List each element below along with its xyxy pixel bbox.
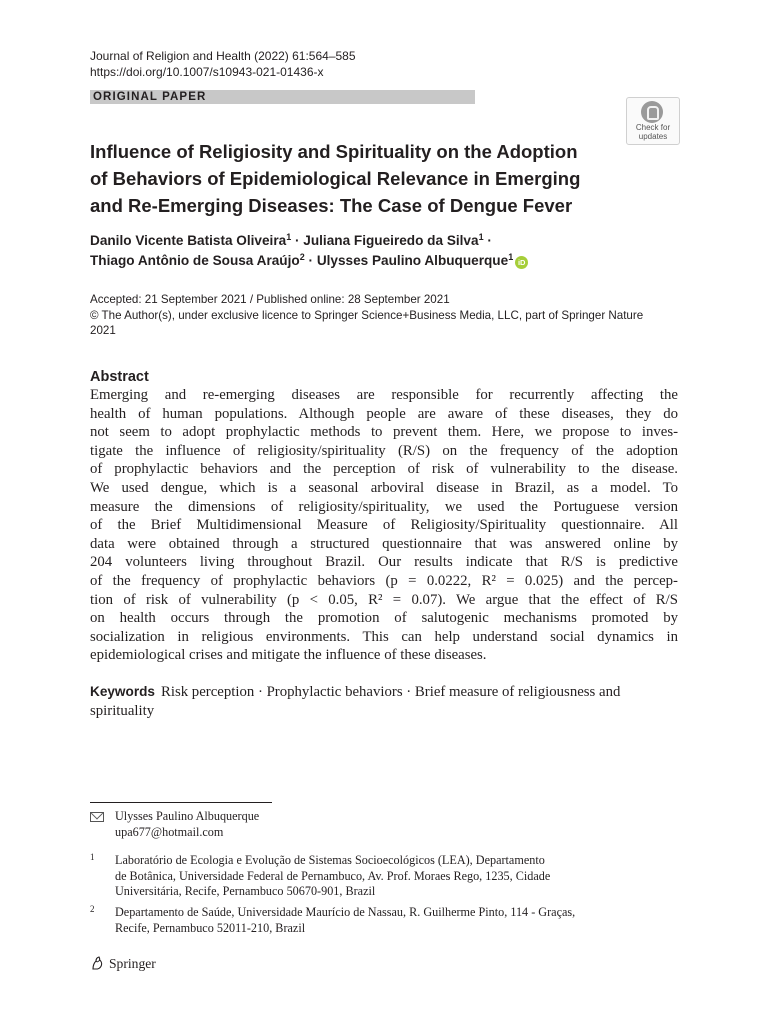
- corresponding-author-email[interactable]: upa677@hotmail.com: [115, 824, 224, 839]
- affiliation: [90, 853, 550, 900]
- corresponding-author-name: Ulysses Paulino Albuquerque: [115, 809, 260, 823]
- journal-info: [90, 49, 356, 80]
- abstract-line: of the Brief Multidimensional Measure of Religiosity/Spirituality questionnaire. All: [90, 517, 678, 534]
- abstract-line: on health occurs through the promotion of salutogenic mechanisms promoted by: [90, 610, 678, 627]
- abstract-line: tion of risk of vulnerability (p < 0.05, R² = 0.07). We argue that the effect of R/S: [90, 591, 678, 608]
- affiliation-line: Laboratório de Ecologia e Evolução de Sistemas Socioecológicos (LEA), Departamento: [115, 853, 545, 867]
- title-line: and Re-Emerging Diseases: The Case of Dengue Fever: [90, 195, 573, 216]
- affiliation-line: Recife, Pernambuco 52011-210, Brazil: [115, 920, 306, 935]
- affiliation-line: Universitária, Recife, Pernambuco 50670-901, Brazil: [115, 884, 376, 898]
- accepted-published-dates: Accepted: 21 September 2021 / Published online: 28 September 2021: [90, 293, 450, 306]
- author-affiliation-ref: 1: [508, 252, 514, 262]
- copyright-year: 2021: [90, 324, 116, 337]
- author-name[interactable]: Juliana Figueiredo da Silva: [303, 233, 479, 248]
- author-list: [90, 231, 528, 271]
- check-updates-label: Check for updates: [635, 123, 671, 141]
- title-line: of Behaviors of Epidemiological Relevance in Emerging: [90, 168, 581, 189]
- author-name[interactable]: Ulysses Paulino Albuquerque: [316, 253, 509, 268]
- footnote-divider: [90, 802, 272, 803]
- abstract-line: 204 volunteers living throughout Brazil. Our results indicate that R/S is predictive: [90, 554, 678, 571]
- springer-horse-icon: [90, 956, 104, 970]
- author-separator: ·: [304, 253, 317, 268]
- abstract-line: data were obtained through a structured questionnaire that was answered online by: [90, 535, 678, 552]
- affiliation: [90, 905, 575, 936]
- author-affiliation-ref: 2: [299, 252, 305, 262]
- abstract-body: [90, 386, 678, 665]
- publisher-name: Springer: [109, 956, 156, 971]
- abstract-line: measure the dimensions of religiosity/spirituality, we used the Portuguese version: [90, 498, 678, 515]
- paper-type-bar: [90, 90, 475, 104]
- author-affiliation-ref: 1: [286, 232, 292, 242]
- keywords-section: [90, 683, 678, 720]
- affiliation-line: de Botânica, Universidade Federal de Pernambuco, Av. Prof. Moraes Rego, 1235, Cidade: [115, 868, 551, 883]
- abstract-line: socialization in religious environments. This can help understand social dynamics in: [90, 628, 678, 645]
- doi-link[interactable]: https://doi.org/10.1007/s10943-021-01436-x: [90, 64, 324, 79]
- abstract-line: We used dengue, which is a seasonal arboviral disease in Brazil, as a model. To: [90, 479, 678, 496]
- abstract-line: of prophylactic behaviors and the perception of risk of vulnerability to the disease.: [90, 461, 678, 478]
- abstract-line: health of human populations. Although people are aware of these diseases, they do: [90, 405, 678, 422]
- envelope-icon: [90, 812, 104, 822]
- keywords-label: Keywords: [90, 684, 155, 699]
- abstract-heading: Abstract: [90, 369, 149, 385]
- abstract-line: of the frequency of prophylactic behaviors (p = 0.0222, R² = 0.025) and the percep-: [90, 572, 678, 589]
- keywords-text: Risk perception · Prophylactic behaviors · Brief measure of religiousness and spirituality: [90, 684, 621, 719]
- copyright-notice: © The Author(s), under exclusive licence to Springer Science+Business Media, LLC, part of Springer Nature: [90, 308, 644, 322]
- author-separator: ·: [291, 233, 304, 248]
- check-updates-icon: [641, 101, 663, 123]
- orcid-icon[interactable]: iD: [515, 256, 528, 269]
- author-separator: ·: [483, 233, 492, 248]
- journal-citation: Journal of Religion and Health (2022) 61:564–585: [90, 49, 356, 63]
- title-line: Influence of Religiosity and Spirituality on the Adoption: [90, 141, 578, 162]
- affiliation-number: 2: [90, 904, 95, 914]
- paper-type-label: ORIGINAL PAPER: [93, 91, 207, 103]
- abstract-line: Emerging and re-emerging diseases are responsible for recurrently affecting the: [90, 387, 678, 403]
- publisher-logo: [90, 955, 156, 973]
- author-affiliation-ref: 1: [478, 232, 484, 242]
- affiliation-number: 1: [90, 852, 95, 862]
- abstract-line: tigate the influence of religiosity/spirituality (R/S) on the frequency of the adoption: [90, 442, 678, 459]
- correspondence: [90, 809, 259, 840]
- abstract-line: not seem to adopt prophylactic methods to prevent them. Here, we propose to inves-: [90, 424, 678, 441]
- author-name[interactable]: Thiago Antônio de Sousa Araújo: [90, 253, 300, 268]
- publication-dates: [90, 292, 643, 339]
- author-name[interactable]: Danilo Vicente Batista Oliveira: [90, 233, 287, 248]
- affiliation-line: Departamento de Saúde, Universidade Maurício de Nassau, R. Guilherme Pinto, 114 - Graças,: [115, 905, 576, 919]
- abstract-line: epidemiological crises and mitigate the influence of these diseases.: [90, 647, 487, 664]
- paper-title: [90, 138, 650, 219]
